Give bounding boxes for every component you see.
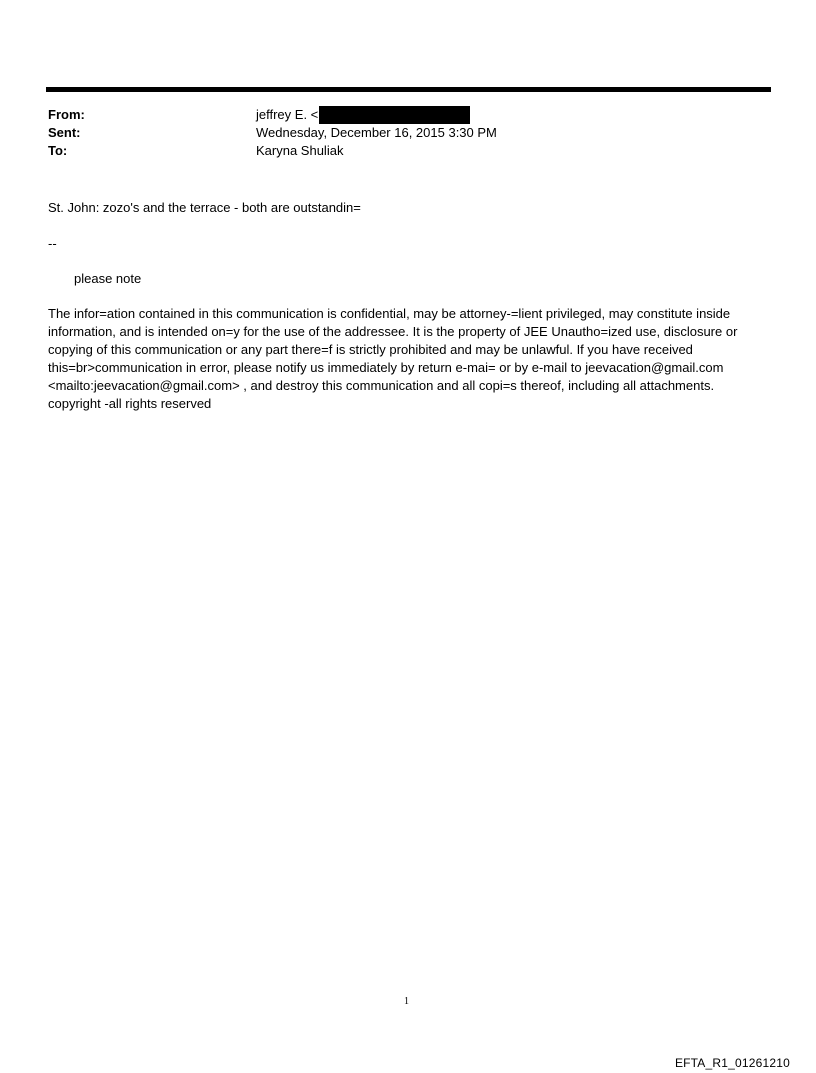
from-label: From: bbox=[48, 107, 85, 122]
disclaimer-line: <mailto:jeevacation@gmail.com> , and destroy this communication and all copi=s thereof, including all attachments. bbox=[48, 378, 715, 393]
confidentiality-disclaimer bbox=[48, 305, 778, 413]
email-header bbox=[48, 106, 768, 160]
from-value bbox=[256, 106, 470, 124]
please-note-text: please note bbox=[74, 271, 142, 286]
signature-separator: -- bbox=[48, 236, 57, 251]
sent-value: Wednesday, December 16, 2015 3:30 PM bbox=[256, 125, 497, 140]
to-row bbox=[48, 142, 768, 160]
message-body-line: St. John: zozo's and the terrace - both are outstandin= bbox=[48, 200, 361, 215]
disclaimer-line: copying of this communication or any part there=f is strictly prohibited and may be unlawful. If you have received bbox=[48, 342, 693, 357]
to-label: To: bbox=[48, 143, 68, 158]
redaction-box bbox=[319, 106, 470, 124]
page-number: 1 bbox=[404, 996, 409, 1007]
top-divider bbox=[46, 87, 771, 92]
from-row bbox=[48, 106, 768, 124]
sent-label: Sent: bbox=[48, 125, 81, 140]
disclaimer-line: this=br>communication in error, please notify us immediately by return e-mai= or by e-mail to jeevacation@gmail.com bbox=[48, 360, 724, 375]
disclaimer-line: copyright -all rights reserved bbox=[48, 396, 212, 411]
document-id: EFTA_R1_01261210 bbox=[674, 1056, 790, 1070]
to-value: Karyna Shuliak bbox=[256, 143, 344, 158]
sent-row bbox=[48, 124, 768, 142]
from-sender: jeffrey E. < bbox=[256, 107, 319, 122]
disclaimer-line: information, and is intended on=y for the use of the addressee. It is the property of JEE Unautho=ized use, disclosure or bbox=[48, 324, 738, 339]
disclaimer-line: The infor=ation contained in this communication is confidential, may be attorney-=lient privileged, may constitute inside bbox=[48, 306, 731, 321]
